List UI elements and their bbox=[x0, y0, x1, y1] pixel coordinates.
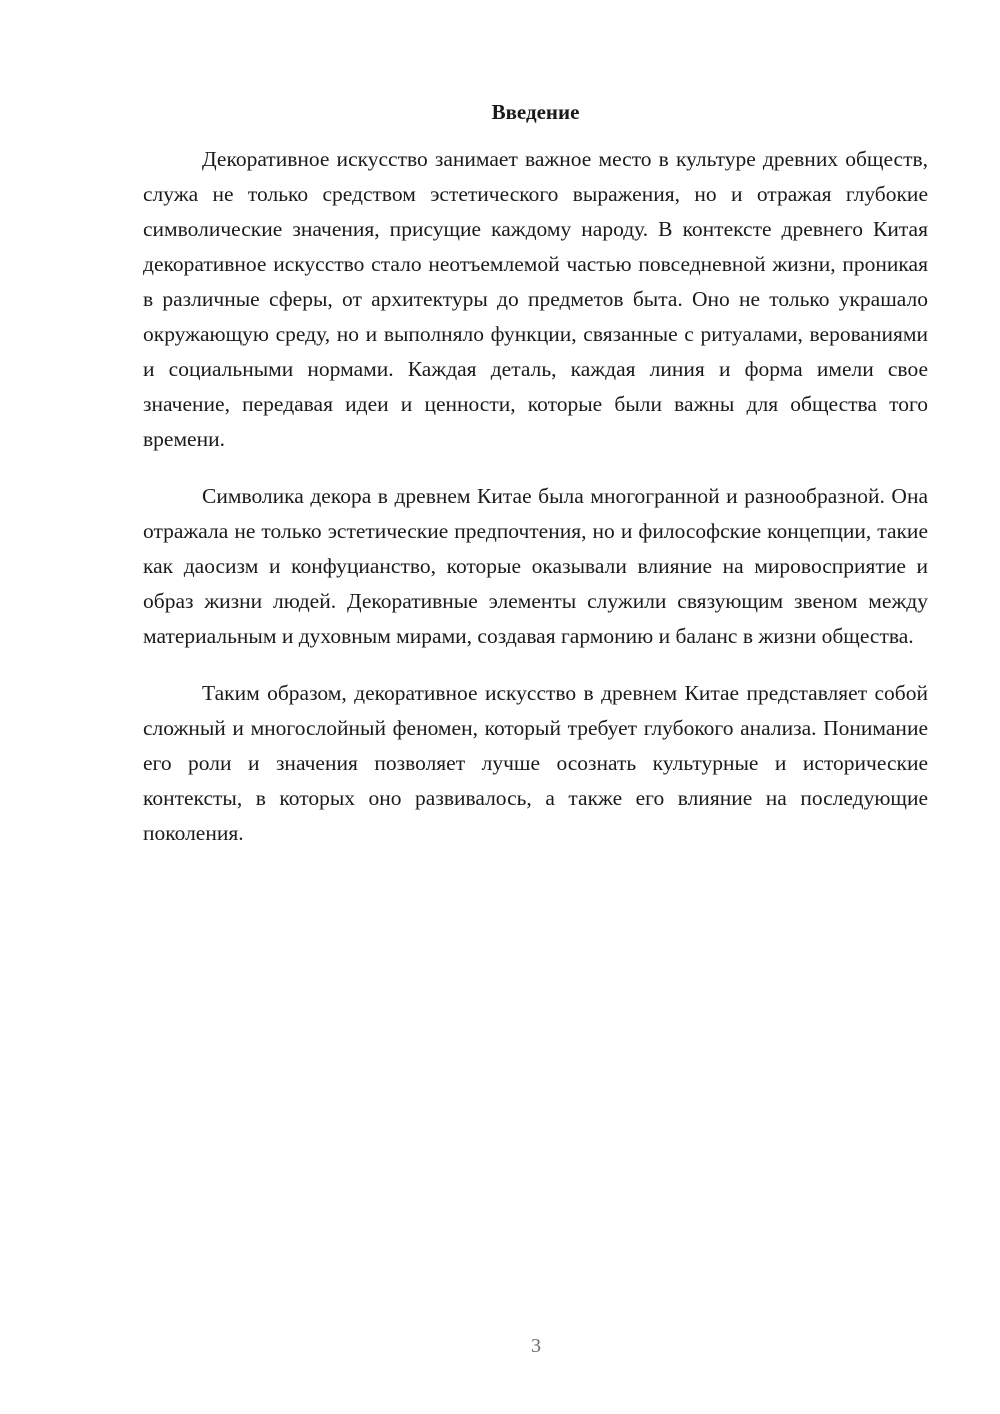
paragraph-3: Таким образом, декоративное искусство в древнем Китае представляет собой сложный и многослойный феномен, который требует глубокого анализа. Понимание его роли и значения позволяет лучше осознать культурные и исторические контексты, в которых оно развивалось, а также его влияние на последующие поколения. bbox=[143, 681, 928, 845]
page-number: 3 bbox=[531, 1335, 541, 1357]
paragraph-1: Декоративное искусство занимает важное место в культуре древних обществ, служа не только средством эстетического выражения, но и отражая глубокие символические значения, присущие каждому народу. В контексте древнего Китая декоративное искусство стало неотъемлемой частью повседневной жизни, проникая в различные сферы, от архитектуры до предметов быта. Оно не только украшало окружающую среду, но и выполняло функции, связанные с ритуалами, верованиями и социальными нормами. Каждая деталь, каждая линия и форма имели свое значение, передавая идеи и ценности, которые были важны для общества того времени. bbox=[143, 147, 928, 451]
page-title: Введение bbox=[491, 100, 580, 124]
paragraph-2: Символика декора в древнем Китае была многогранной и разнообразной. Она отражала не только эстетические предпочтения, но и философские концепции, такие как даосизм и конфуцианство, которые оказывали влияние на мировосприятие и образ жизни людей. Декоративные элементы служили связующим звеном между материальным и духовным мирами, создавая гармонию и баланс в жизни общества. bbox=[143, 484, 928, 648]
document-body bbox=[143, 142, 928, 873]
